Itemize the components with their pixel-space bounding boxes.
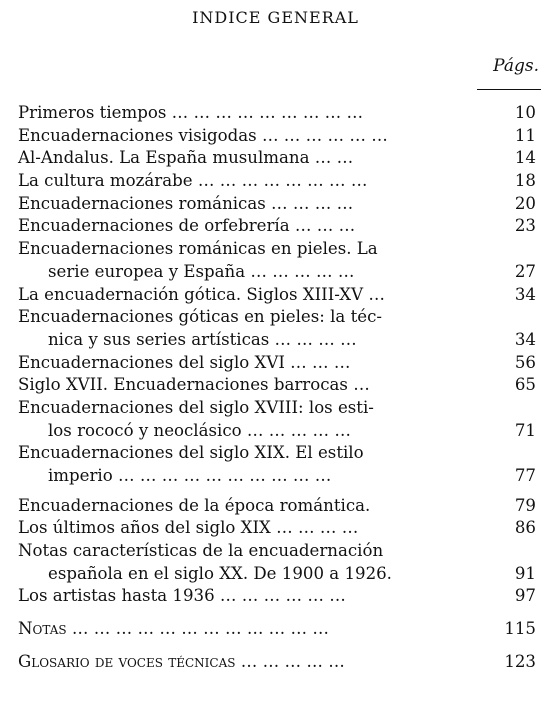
toc-page-number: 34	[514, 284, 536, 304]
toc-entry	[18, 147, 538, 170]
toc-entry-text-continued: serie europea y España … … … … …	[48, 261, 355, 281]
toc-page-number: 71	[514, 420, 536, 440]
toc-page-number: 11	[514, 125, 536, 145]
toc-entry	[18, 284, 538, 307]
toc-entry	[18, 517, 538, 540]
toc-page-number: 18	[514, 171, 536, 191]
toc-page-number: 10	[514, 103, 536, 122]
section-gap	[18, 608, 538, 618]
toc-entry-text: La encuadernación gótica. Siglos XIII-XV …	[18, 284, 385, 304]
toc-page-number: 56	[514, 352, 536, 372]
pages-column-label: Págs.	[493, 56, 539, 76]
toc-page-number: 91	[514, 563, 536, 583]
pages-column-rule	[477, 89, 541, 90]
toc-entry-text-continued: los rococó y neoclásico … … … … …	[48, 420, 351, 440]
toc-entry	[18, 495, 538, 518]
toc-entry-text: Encuadernaciones del siglo XVI … … …	[18, 352, 351, 372]
toc-page-number: 20	[514, 193, 536, 213]
toc-page-number: 23	[514, 216, 536, 236]
toc-entry-text: Notas … … … … … … … … … … … …	[18, 619, 330, 639]
toc-entry-text: Encuadernaciones románicas en pieles. La	[18, 239, 378, 259]
toc-entry	[18, 102, 538, 125]
toc-page-number: 79	[514, 495, 536, 515]
toc-entry	[18, 193, 538, 216]
toc-entry-text: Primeros tiempos … … … … … … … … …	[18, 103, 364, 122]
section-gap	[18, 488, 538, 495]
toc-entry-text-continued: española en el siglo XX. De 1900 a 1926.	[48, 563, 392, 583]
toc-entry-text: Encuadernaciones románicas … … … …	[18, 193, 354, 213]
toc-entry	[18, 374, 538, 397]
toc-entry-text: Notas características de la encuadernación	[18, 541, 384, 561]
toc-entry-text: La cultura mozárabe … … … … … … … …	[18, 171, 368, 191]
toc-entry	[18, 352, 538, 375]
toc-entry	[18, 215, 538, 238]
toc-page-number: 34	[514, 329, 536, 349]
toc-entry	[18, 125, 538, 148]
toc-entry-text: Encuadernaciones visigodas … … … … … …	[18, 125, 388, 145]
toc-entry-text: Encuadernaciones del siglo XVIII: los esti-	[18, 397, 374, 417]
toc-entry-text: Los últimos años del siglo XIX … … … …	[18, 518, 359, 538]
toc-entry	[18, 585, 538, 608]
toc-page-number: 97	[514, 586, 536, 606]
toc-entry-notes	[18, 618, 538, 641]
toc-entry	[18, 170, 538, 193]
toc-entry-text: Encuadernaciones del siglo XIX. El estilo	[18, 443, 364, 463]
toc-page-number: 65	[514, 375, 536, 395]
toc-page-number: 27	[514, 261, 536, 281]
toc-page-number: 115	[504, 619, 536, 639]
toc-entry	[18, 397, 538, 442]
toc-entry-text: Encuadernaciones góticas en pieles: la téc-	[18, 307, 382, 327]
toc-entry-text-continued: nica y sus series artísticas … … … …	[48, 329, 357, 349]
toc-entry-text: Encuadernaciones de la época romántica.	[18, 495, 371, 515]
toc-entry	[18, 540, 538, 585]
page-title: INDICE GENERAL	[192, 8, 359, 27]
toc-entry-text: Siglo XVII. Encuadernaciones barrocas …	[18, 375, 370, 395]
toc-entry-text-continued: imperio … … … … … … … … … …	[48, 466, 332, 485]
toc-page-number: 77	[514, 466, 536, 485]
toc-entry	[18, 306, 538, 351]
table-of-contents	[18, 102, 538, 674]
section-gap	[18, 641, 538, 651]
toc-entry-text: Glosario de voces técnicas … … … … …	[18, 651, 345, 671]
toc-entry-text: Encuadernaciones de orfebrería … … …	[18, 216, 356, 236]
toc-page-number: 86	[514, 518, 536, 538]
toc-entry	[18, 442, 538, 487]
toc-entry	[18, 238, 538, 283]
toc-page-number: 123	[504, 651, 536, 671]
toc-entry-text: Al-Andalus. La España musulmana … …	[18, 148, 354, 168]
toc-entry-glossary	[18, 651, 538, 674]
toc-entry-text: Los artistas hasta 1936 … … … … … …	[18, 586, 346, 606]
toc-page-number: 14	[514, 148, 536, 168]
